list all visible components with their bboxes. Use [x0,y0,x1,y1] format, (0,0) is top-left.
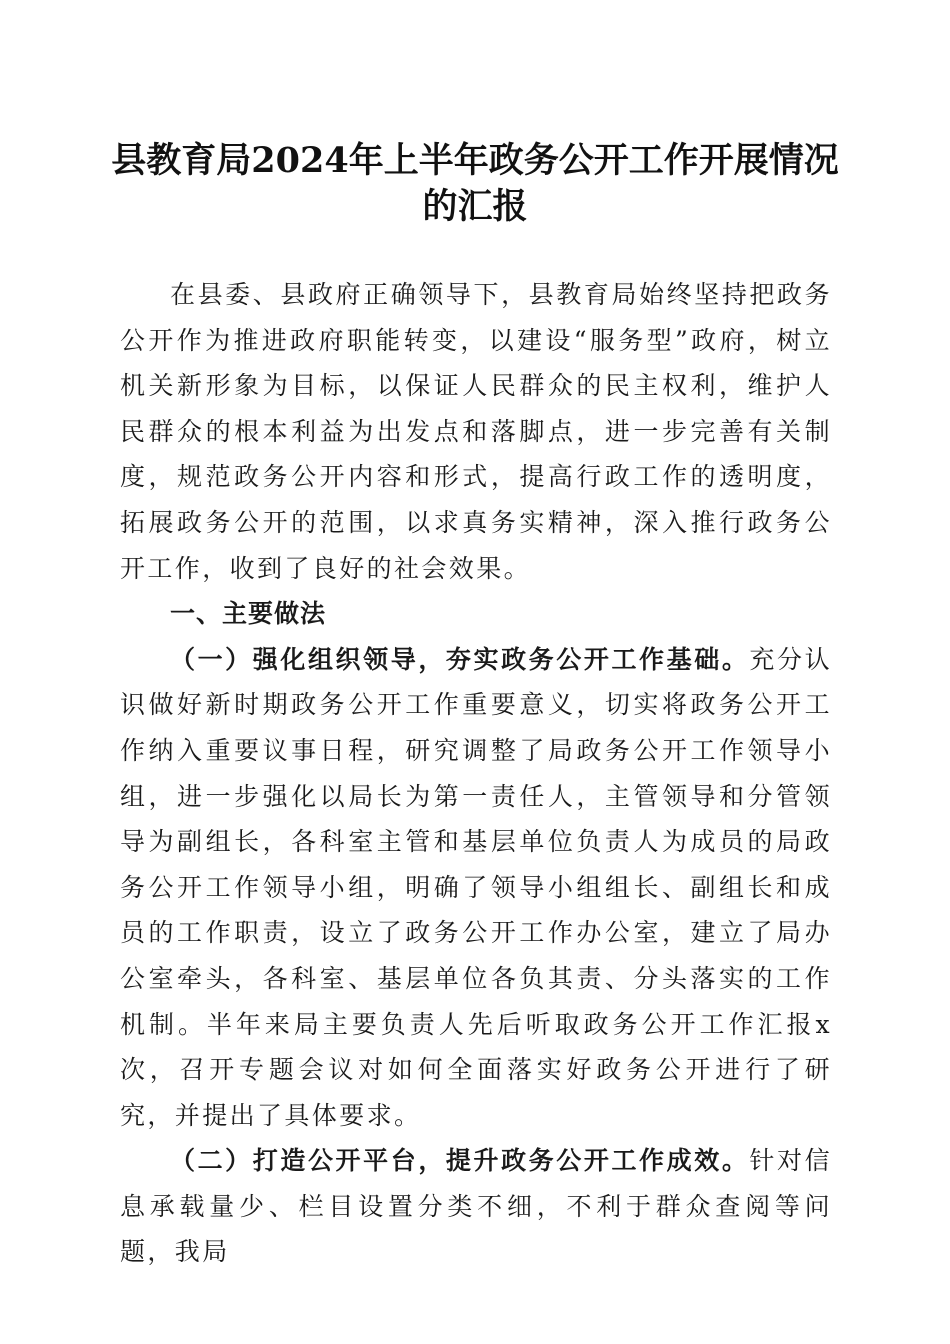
item-1-text: 充分认识做好新时期政务公开工作重要意义，切实将政务公开工作纳入重要议事日程，研究调整了局政务公开工作领导小组，进一步强化以局长为第一责任人，主管领导和分管领导为副组长，各科室主管和基层单位负责人为成员的局政务公开工作领导小组，明确了领导小组组长、副组长和成员的工作职责，设立了政务公开工作办公室，建立了局办公室牵头，各科室、基层单位各负其责、分头落实的工作机制。半年来局主要负责人先后听取政务公开工作汇报x次，召开专题会议对如何全面落实好政务公开进行了研究，并提出了具体要求。 [120,644,833,1130]
document-body [120,272,832,1275]
intro-paragraph: 在县委、县政府正确领导下，县教育局始终坚持把政务公开作为推进政府职能转变，以建设“服务型”政府，树立机关新形象为目标，以保证人民群众的民主权利，维护人民群众的根本利益为出发点和落脚点，进一步完善有关制度，规范政务公开内容和形式，提高行政工作的透明度，拓展政务公开的范围，以求真务实精神，深入推行政务公开工作，收到了良好的社会效果。 [120,280,832,583]
item-1-lead: （一）强化组织领导，夯实政务公开工作基础。 [170,644,750,674]
document-title: 县教育局2024年上半年政务公开工作开展情况的汇报 [111,140,839,227]
paragraph-item-2 [120,1138,832,1275]
section-heading-main-practices: 一、主要做法 [170,599,327,629]
paragraph-item-1 [120,637,832,1139]
item-2-lead: （二）打造公开平台，提升政务公开工作成效。 [170,1146,750,1176]
item-2-text: 针对信息承载量少、栏目设置分类不细，不利于群众查阅等问题，我局 [120,1146,833,1267]
